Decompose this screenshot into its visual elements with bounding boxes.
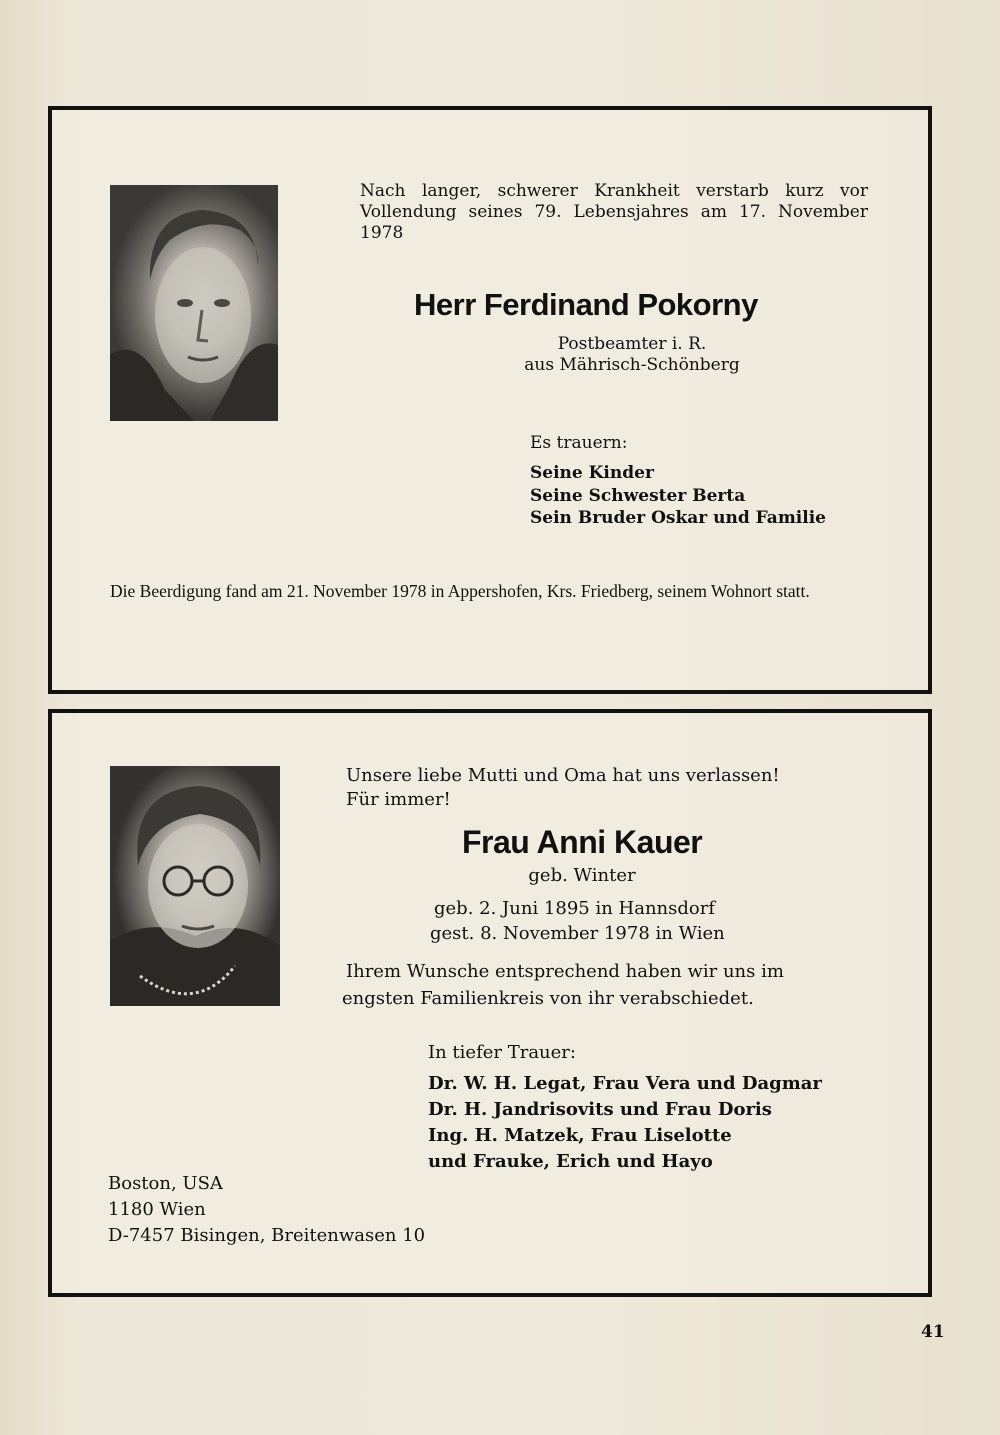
wish-line: engsten Familienkreis von ihr verabschiedet. (342, 988, 754, 1009)
mourner-line: Dr. W. H. Legat, Frau Vera und Dagmar (428, 1073, 822, 1094)
mourner-line: Seine Kinder (530, 463, 654, 483)
deceased-name: Herr Ferdinand Pokorny (414, 287, 758, 322)
mourner-line: Seine Schwester Berta (530, 486, 746, 506)
mourners-heading: Es trauern: (530, 433, 628, 453)
burial-info: Die Beerdigung fand am 21. November 1978 in Appershofen, Krs. Friedberg, seinem Wohnort statt. (110, 581, 810, 601)
mourner-line: Dr. H. Jandrisovits und Frau Doris (428, 1099, 772, 1120)
notice-intro-text: Nach langer, schwerer Krankheit verstarb kurz vor Vollendung seines 79. Lebensjahres am 17. November 1978 (360, 181, 868, 243)
mourner-line: Sein Bruder Oskar und Familie (530, 508, 826, 528)
obituary-notice-pokorny (48, 106, 932, 694)
mourners-heading: In tiefer Trauer: (428, 1042, 576, 1063)
notice-intro-line: Für immer! (346, 789, 451, 810)
birth-info: geb. 2. Juni 1895 in Hannsdorf (434, 898, 715, 919)
notice-intro-line: Unsere liebe Mutti und Oma hat uns verlassen! (346, 765, 780, 786)
place-line: 1180 Wien (108, 1199, 206, 1220)
deceased-name: Frau Anni Kauer (462, 824, 703, 860)
origin: aus Mährisch-Schönberg (524, 355, 740, 375)
portrait-photo-woman (110, 766, 280, 1006)
maiden-name: geb. Winter (528, 865, 636, 886)
portrait-photo-man (110, 185, 278, 421)
occupation: Postbeamter i. R. (557, 334, 707, 354)
death-info: gest. 8. November 1978 in Wien (430, 923, 725, 944)
obituary-notice-kauer (48, 709, 932, 1297)
page-number: 41 (921, 1322, 945, 1342)
wish-line: Ihrem Wunsche entsprechend haben wir uns im (346, 961, 784, 982)
mourner-line: und Frauke, Erich und Hayo (428, 1151, 713, 1172)
place-line: Boston, USA (108, 1173, 223, 1194)
mourner-line: Ing. H. Matzek, Frau Liselotte (428, 1125, 732, 1146)
place-line: D-7457 Bisingen, Breitenwasen 10 (108, 1225, 426, 1246)
